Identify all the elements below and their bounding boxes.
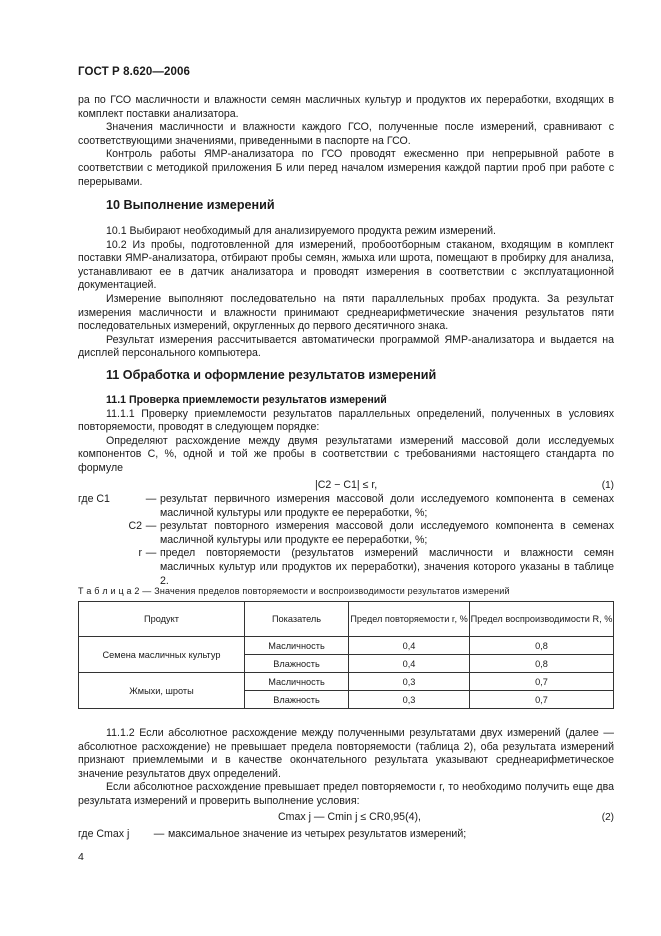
paragraph: 11.1.2 Если абсолютное расхождение между полученными результатами двух измерений (далее — абсолютное расхождение) не превышает предела повторяемости (таблица 2), оба результата измерений признают приемлемыми и в качестве окончательного результата указывают среднеарифметическое значение результатов двух определений. <box>78 727 614 780</box>
section-10-heading: 10 Выполнение измерений <box>106 198 275 212</box>
paragraph: Контроль работы ЯМР-анализатора по ГСО проводят ежесменно при непрерывной работе в соответствии с методикой приложения Б или перед началом измерения каждой партии проб при работе с перерывами. <box>78 148 614 188</box>
legend-symbol: где Cmax j <box>78 828 130 840</box>
table-cell: 0,7 <box>470 673 614 691</box>
section-11-body <box>78 394 614 476</box>
paragraph: 11.1.1 Проверку приемлемости результатов параллельных определений, полученных в условиях повторяемости, проводят в следующем порядке: <box>78 407 614 434</box>
table-cell: 0,8 <box>470 655 614 673</box>
table-cell: 0,3 <box>349 691 470 709</box>
formula-1-legend <box>78 493 614 588</box>
paragraph: 10.2 Из пробы, подготовленной для измерений, пробоотборным стаканом, входящим в комплект поставки ЯМР-анализатора, отбирают пробы семян, жмыха или шрота, помещают в пробирку для анализа, устанавливают ее в датчик анализатора и проводят измерения в соответствии с эксплуатационной документацией. <box>78 238 614 292</box>
paragraph: Если абсолютное расхождение превышает предел повторяемости r, то необходимо получить еще два результата измерений и проверить выполнение условия: <box>78 781 614 807</box>
paragraph: Результат измерения рассчитывается автоматически программой ЯМР-анализатора и выдается на дисплей персонального компьютера. <box>78 333 614 360</box>
table-row <box>79 673 614 691</box>
table-cell-product: Семена масличных культур <box>79 637 245 673</box>
section-10-body <box>78 225 614 361</box>
table-cell: Влажность <box>245 655 349 673</box>
paragraph: 10.1 Выбирают необходимый для анализируемого продукта режим измерений. <box>106 225 496 237</box>
legend-text: максимальное значение из четырех результатов измерений; <box>168 828 467 840</box>
legend-symbol: где C1 <box>78 493 110 505</box>
legend-row <box>78 828 614 842</box>
paragraph: ра по ГСО масличности и влажности семян масличных культур и продуктов их переработки, входящих в комплект поставки анализатора. <box>78 94 614 120</box>
table-header-cell: Показатель <box>245 602 349 637</box>
table-cell: 0,4 <box>349 637 470 655</box>
legend-dash: — <box>145 520 157 533</box>
formula-1-number: (1) <box>601 480 614 491</box>
legend-symbol: C2 <box>128 520 142 533</box>
formula-2-legend <box>78 828 614 842</box>
table-row <box>79 637 614 655</box>
table-cell: 0,8 <box>470 637 614 655</box>
table-cell: Масличность <box>245 637 349 655</box>
legend-dash: — <box>153 828 165 840</box>
formula-2: Cmax j — Cmin j ≤ CR0,95(4), <box>278 811 421 823</box>
legend-symbol: r <box>138 547 142 560</box>
table-cell: 0,4 <box>349 655 470 673</box>
top-paragraphs <box>78 94 614 189</box>
legend-row <box>78 493 614 520</box>
legend-text: результат первичного измерения массовой доли исследуемого компонента в семенах масличной культуры или продукте ее переработки, %; <box>160 493 614 519</box>
subsection-11-1-2 <box>78 727 614 809</box>
table-header-cell: Предел повторяемости r, % <box>349 602 470 637</box>
table-caption: Т а б л и ц а 2 — Значения пределов повторяемости и воспроизводимости результатов измерений <box>78 586 510 596</box>
table-cell: Масличность <box>245 673 349 691</box>
section-11-heading: 11 Обработка и оформление результатов измерений <box>106 368 437 382</box>
page-number: 4 <box>78 851 84 863</box>
limits-table <box>78 601 614 709</box>
table-cell: 0,3 <box>349 673 470 691</box>
paragraph: Определяют расхождение между двумя результатами измерений массовой доли исследуемых компонентов C, %, одной и той же пробы в соответствии с требованиями настоящего стандарта по формуле <box>78 434 614 474</box>
table-cell-product: Жмыхи, шроты <box>79 673 245 709</box>
formula-1: |C2 − C1| ≤ r, <box>315 479 378 491</box>
table-header-row <box>79 602 614 637</box>
legend-dash: — <box>145 493 157 505</box>
table-cell: Влажность <box>245 691 349 709</box>
document-header: ГОСТ Р 8.620—2006 <box>78 66 190 78</box>
legend-text: результат повторного измерения массовой доли исследуемого компонента в семенах масличной культуры или продукте ее переработки, %; <box>160 520 614 546</box>
table-header-cell: Продукт <box>79 602 245 637</box>
table-header-cell: Предел воспроизводимости R, % <box>470 602 614 637</box>
legend-text: предел повторяемости (результатов измерений масличности и влажности семян масличных культур или продуктов их переработки), значения которого указаны в таблице 2. <box>160 547 614 587</box>
formula-2-number: (2) <box>601 812 614 823</box>
legend-row <box>78 520 614 547</box>
legend-row <box>78 547 614 588</box>
legend-dash: — <box>145 547 157 560</box>
table-cell: 0,7 <box>470 691 614 709</box>
subsection-heading: 11.1 Проверка приемлемости результатов измерений <box>106 394 387 406</box>
paragraph: Значения масличности и влажности каждого ГСО, полученные после измерений, сравнивают с соответствующими значениями, приведенными в паспорте на ГСО. <box>78 121 614 147</box>
paragraph: Измерение выполняют последовательно на пяти параллельных пробах продукта. За результат измерения масличности и влажности принимают среднеарифметические значения результатов пяти последовательных измерений, округленных до первого десятичного знака. <box>78 292 614 333</box>
